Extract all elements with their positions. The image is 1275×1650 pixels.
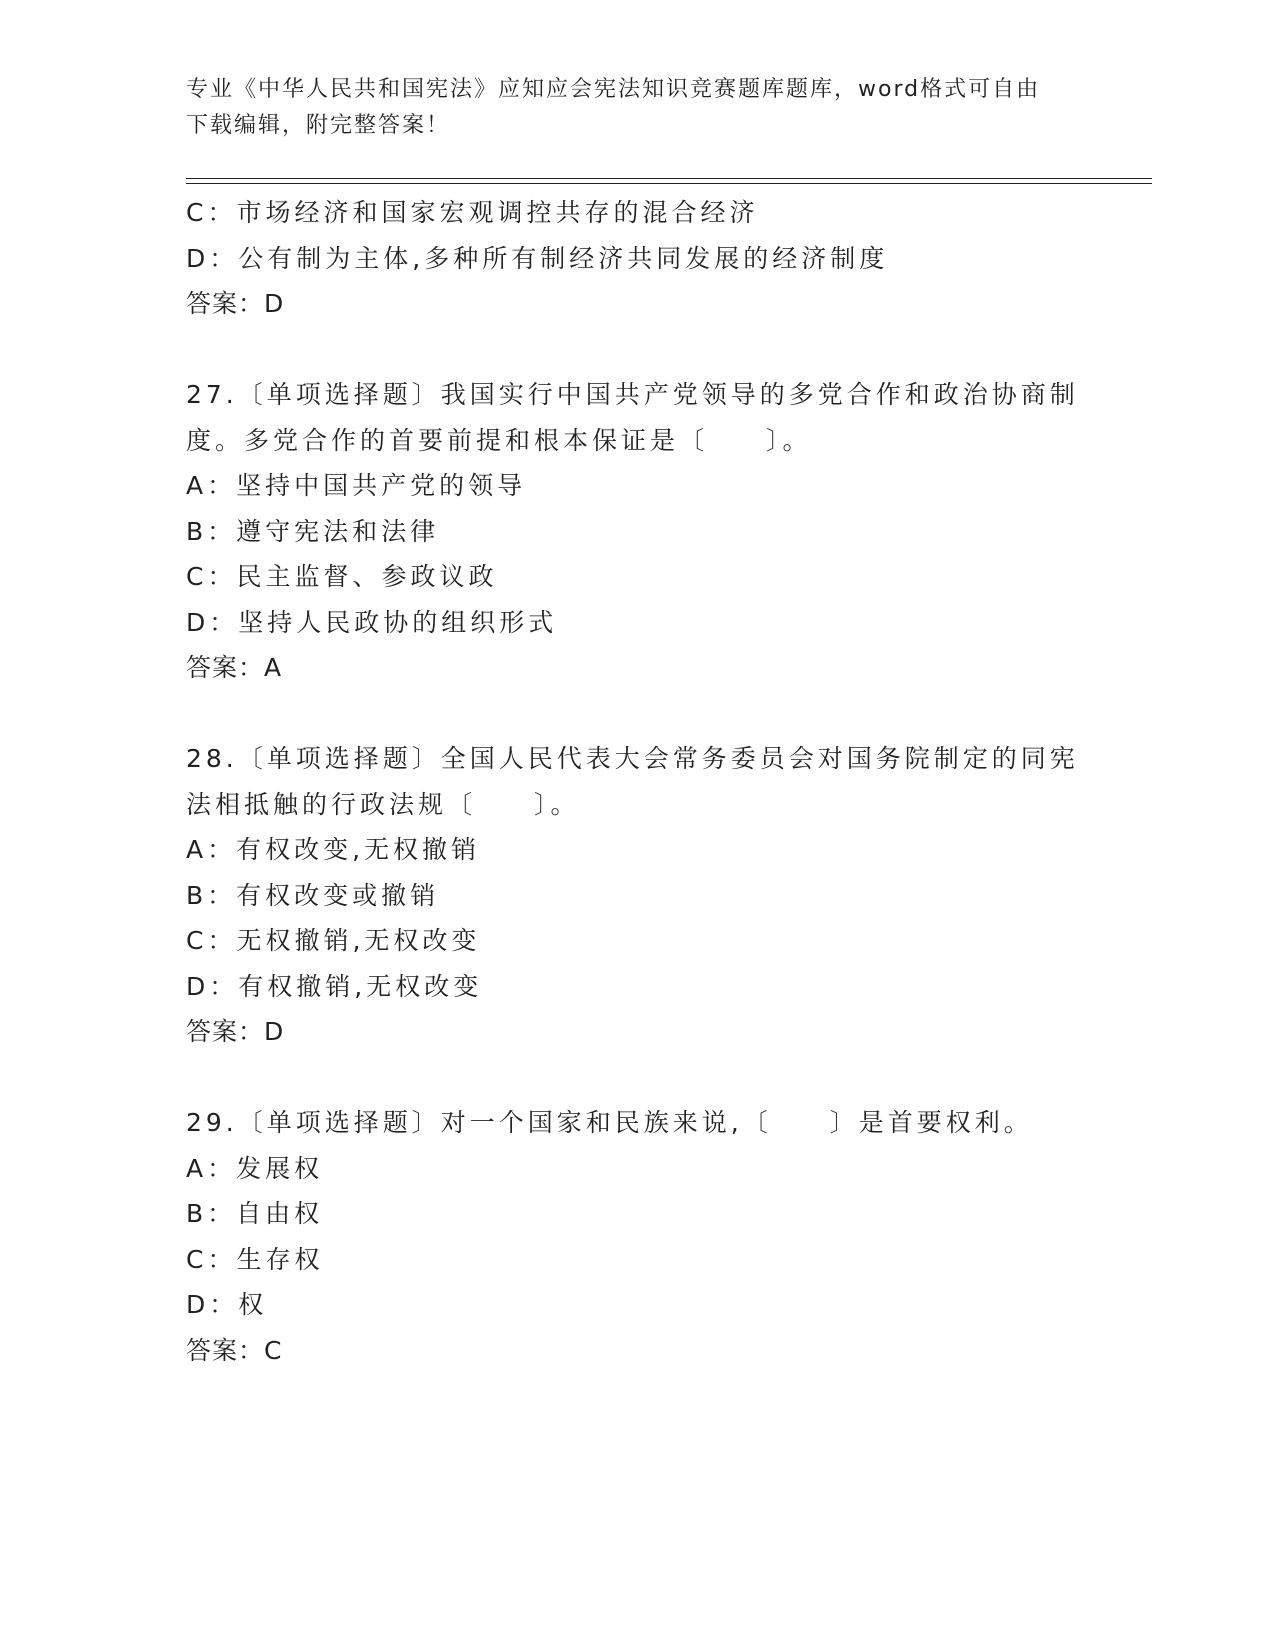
spacer: [186, 691, 1086, 737]
header-line-2: 下载编辑，附完整答案！: [186, 113, 451, 138]
question-list: [186, 190, 1086, 1373]
header-divider-bottom: [186, 183, 1152, 184]
question-stem-line: 度。多党合作的首要前提和根本保证是〔 〕。: [186, 425, 812, 455]
question-block-28: [186, 736, 1086, 1055]
option-a: A：坚持中国共产党的领导: [186, 471, 527, 500]
option-d: D：权: [186, 1290, 268, 1319]
header-divider-top: [186, 178, 1152, 179]
spacer: [186, 327, 1086, 373]
answer-line: 答案：D: [186, 289, 285, 318]
document-header: [186, 72, 1076, 144]
question-stem-line: 法相抵触的行政法规〔 〕。: [186, 789, 580, 819]
option-d: D：公有制为主体,多种所有制经济共同发展的经济制度: [186, 243, 889, 273]
option-c: C：民主监督、参政议政: [186, 562, 498, 591]
answer-line: 答案：A: [186, 653, 283, 682]
question-block-27: [186, 372, 1086, 691]
question-stem-line: 28.〔单项选择题〕全国人民代表大会常务委员会对国务院制定的同宪: [186, 744, 1079, 773]
option-c: C：市场经济和国家宏观调控共存的混合经济: [186, 198, 759, 227]
question-block-26: [186, 190, 1086, 327]
option-d: D：有权撤销,无权改变: [186, 971, 483, 1001]
question-block-29: [186, 1100, 1086, 1373]
option-b: B：自由权: [186, 1199, 324, 1228]
question-stem-line: 29.〔单项选择题〕对一个国家和民族来说,〔 〕是首要权利。: [186, 1108, 1033, 1137]
answer-line: 答案：D: [186, 1017, 285, 1046]
option-a: A：有权改变,无权撤销: [186, 835, 481, 864]
option-b: B：有权改变或撤销: [186, 880, 440, 910]
option-d: D：坚持人民政协的组织形式: [186, 607, 558, 637]
answer-line: 答案：C: [186, 1335, 283, 1365]
option-c: C：无权撤销,无权改变: [186, 926, 481, 955]
spacer: [186, 1055, 1086, 1101]
option-a: A：发展权: [186, 1153, 324, 1183]
question-stem-line: 27.〔单项选择题〕我国实行中国共产党领导的多党合作和政治协商制: [186, 380, 1079, 409]
header-line-1: 专业《中华人民共和国宪法》应知应会宪法知识竞赛题库题库，word格式可自由: [186, 77, 1041, 102]
option-b: B：遵守宪法和法律: [186, 516, 440, 546]
option-c: C：生存权: [186, 1244, 324, 1274]
